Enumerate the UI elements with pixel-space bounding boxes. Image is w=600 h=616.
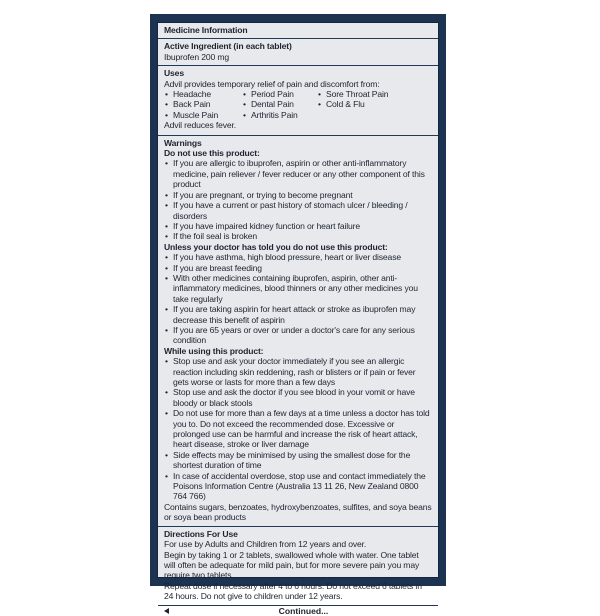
active-value: Ibuprofen 200 mg — [164, 51, 229, 62]
directions-heading: Directions For Use — [164, 528, 238, 539]
uses-fever-note: Advil reduces fever. — [164, 120, 236, 131]
uses-column-2 — [242, 89, 317, 120]
uses-heading: Uses — [164, 68, 184, 79]
directions-line: Begin by taking 1 or 2 tablets, swallowed whole with water. One tablet will often be adequate for mild pain, but for more severe pain you may require two tablets. — [164, 549, 420, 581]
uses-intro: Advil provides temporary relief of pain and discomfort from: — [164, 78, 380, 89]
section-warnings — [158, 136, 438, 527]
warnings-heading: Warnings — [164, 137, 202, 148]
uses-column-3 — [317, 89, 388, 120]
warning-item: • In case of accidental overdose, stop use and contact immediately the Poisons Information Centre (Australia 13 11 26, New Zealand 0800 764 766) — [164, 471, 432, 502]
warning-item: • If you are 65 years or over or under a doctor's care for any serious condition — [164, 325, 432, 346]
info-panel — [157, 22, 439, 616]
contains-note: Contains sugars, benzoates, hydroxybenzoates, sulfites, and soya beans or soya bean products — [164, 501, 432, 523]
use-item: • Dental Pain — [242, 99, 317, 109]
unless-doctor-heading: Unless your doctor has told you do not use this product: — [164, 241, 388, 252]
do-not-use-heading: Do not use this product: — [164, 148, 260, 159]
warning-item: • Stop use and ask your doctor immediately if you see an allergic reaction including skin reddening, rash or blisters or if pain or fever gets worse or lasts for more than a few days — [164, 356, 432, 387]
warning-item: • If you have asthma, high blood pressure, heart or liver disease — [164, 252, 432, 262]
section-title — [158, 23, 438, 39]
warning-item: • Do not use for more than a few days at a time unless a doctor has told you to. Do not exceed the recommended dose. Excessive or prolonged use can be harmful and increase the risk of heart attack, heart disease, stroke or liver damage — [164, 408, 432, 450]
section-active-ingredient — [158, 39, 438, 66]
uses-column-1 — [164, 89, 242, 120]
uses-columns — [164, 89, 432, 120]
use-item: • Sore Throat Pain — [317, 89, 388, 99]
directions-line: For use by Adults and Children from 12 years and over. — [164, 539, 367, 550]
while-using-heading: While using this product: — [164, 345, 264, 356]
use-item: • Muscle Pain — [164, 110, 242, 120]
warning-item: • If the foil seal is broken — [164, 231, 432, 241]
continued-text: Continued... — [278, 605, 329, 616]
warning-item: • With other medicines containing ibuprofen, aspirin, other anti-inflammatory medicines, blood thinners or any other medicines you take regularly — [164, 273, 432, 304]
use-item: • Headache — [164, 89, 242, 99]
warning-item: • If you are allergic to ibuprofen, aspirin or other anti-inflammatory medicine, pain reliever / fever reducer or any other component of this product — [164, 158, 432, 189]
use-item: • Arthritis Pain — [242, 110, 317, 120]
directions-line: Repeat dose if necessary after 4 to 6 hours. Do not exceed 6 tablets in 24 hours. Do not give to children under 12 years. — [164, 580, 422, 602]
use-item: • Back Pain — [164, 99, 242, 109]
use-item: • Cold & Flu — [317, 99, 388, 109]
warning-item: • If you are taking aspirin for heart attack or stroke as ibuprofen may decrease this benefit of aspirin — [164, 304, 432, 325]
footer-continued — [158, 606, 438, 616]
left-arrow-icon — [164, 608, 169, 614]
warning-item: • Stop use and ask the doctor if you see blood in your vomit or have bloody or black stools — [164, 387, 432, 408]
title: Medicine Information — [164, 25, 248, 35]
warning-item: • If you are pregnant, or trying to become pregnant — [164, 190, 432, 200]
warning-item: • Side effects may be minimised by using the smallest dose for the shortest duration of time — [164, 450, 432, 471]
warning-item: • If you have impaired kidney function or heart failure — [164, 221, 432, 231]
warning-item: • If you are breast feeding — [164, 263, 432, 273]
warning-item: • If you have a current or past history of stomach ulcer / bleeding / disorders — [164, 200, 432, 221]
section-uses — [158, 66, 438, 135]
medicine-label — [150, 14, 446, 616]
use-item: • Period Pain — [242, 89, 317, 99]
active-heading: Active Ingredient (in each tablet) — [164, 41, 292, 52]
section-directions — [158, 527, 438, 606]
